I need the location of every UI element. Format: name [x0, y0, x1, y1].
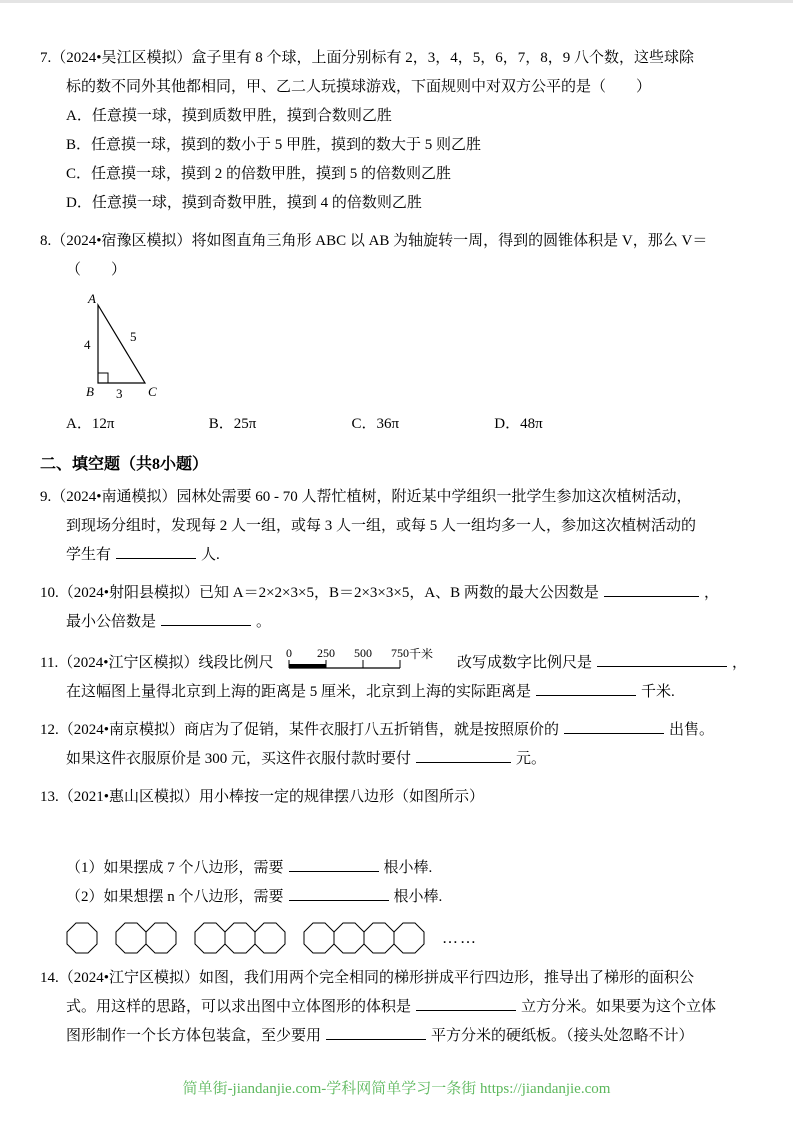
scale-label-0: 0	[286, 646, 293, 660]
section-2-title: 二、填空题（共8小题）	[40, 456, 209, 473]
q12-line1-post: 出售。	[669, 722, 715, 738]
vertex-a-label: A	[88, 291, 96, 306]
q10-line1-pre: 10.（2024•射阳县模拟）已知 A＝2×2×3×5，B＝2×3×3×5，A、B 两数的最大公因数是	[40, 585, 599, 601]
q11-stem-line1	[40, 646, 753, 678]
q14-line3-post: 平方分米的硬纸板。（接头处忽略不计）	[431, 1028, 694, 1044]
q7-option-b: B．任意摸一球，摸到的数小于 5 甲胜，摸到的数大于 5 则乙胜	[66, 137, 482, 153]
octagon-group-2	[115, 922, 178, 955]
q12-stem-line2	[66, 745, 753, 774]
q10-stem-line1	[40, 579, 753, 608]
scale-label-250: 250	[317, 646, 336, 660]
q8-option-c: C．36π	[351, 416, 400, 432]
octagon-shape	[67, 923, 97, 953]
page-top-border	[0, 0, 793, 3]
q9-answer-blank	[116, 544, 196, 559]
octagon-shape	[116, 923, 146, 953]
question-14	[40, 964, 753, 1051]
q9-line3-post: 人.	[201, 547, 220, 563]
triangle-outline	[98, 305, 145, 383]
q13-part1	[66, 854, 753, 883]
q11-line1-pre: 11.（2024•江宁区模拟）线段比例尺	[40, 655, 274, 671]
q7-option-a: A．任意摸一球，摸到质数甲胜，摸到合数则乙胜	[66, 108, 392, 124]
q13-part2-blank	[289, 886, 389, 901]
q7-option-d: D．任意摸一球，摸到奇数甲胜，摸到 4 的倍数则乙胜	[66, 195, 422, 211]
q12-percent-blank	[564, 719, 664, 734]
pattern-ellipsis: ……	[442, 929, 478, 947]
q14-line2-mid: 立方分米。如果要为这个立体	[521, 999, 717, 1015]
octagon-pattern-figure	[66, 922, 753, 955]
octagon-shape	[255, 923, 285, 953]
q11-distance-blank	[536, 681, 636, 696]
q7-stem-line2: 标的数不同外其他都相同，甲、乙二人玩摸球游戏，下面规则中对双方公平的是（ ）	[66, 79, 652, 95]
scale-label-750: 750	[391, 646, 410, 660]
q9-stem-line1: 9.（2024•南通模拟）园林处需要 60 - 70 人帮忙植树，附近某中学组织一批学生参加这次植树活动，	[40, 489, 692, 505]
vertex-c-label: C	[148, 384, 157, 399]
q13-part1-post: 根小棒.	[383, 860, 433, 876]
right-triangle-svg	[68, 289, 188, 401]
question-13	[40, 783, 753, 955]
q7-stem-line1: 7.（2024•吴江区模拟）盒子里有 8 个球，上面分别标有 2，3，4，5，6，7，8，9 八个数，这些球除	[40, 50, 695, 66]
octagon-group-1	[66, 922, 99, 955]
q8-option-b: B．25π	[208, 416, 257, 432]
q13-stem-line1: 13.（2021•惠山区模拟）用小棒按一定的规律摆八边形（如图所示）	[40, 789, 485, 805]
question-9	[40, 483, 753, 570]
octagon-shape	[364, 923, 394, 953]
line-scale-figure	[281, 646, 449, 676]
q10-line2-post: 。	[256, 614, 272, 630]
q14-stem-line3	[66, 1022, 753, 1051]
scale-unit-label: 千米	[409, 647, 434, 661]
q14-area-blank	[326, 1025, 426, 1040]
q12-price-blank	[416, 748, 511, 763]
q12-stem-line1	[40, 716, 753, 745]
q9-stem-line2: 到现场分组时，发现每 2 人一组，或每 3 人一组，或每 5 人一组均多一人，参加这次植树活动的	[66, 518, 697, 534]
right-angle-marker	[98, 373, 108, 383]
octagon-shape	[304, 923, 334, 953]
q14-line3-pre: 图形制作一个长方体包装盒，至少要用	[66, 1028, 322, 1044]
q12-line2-post: 元。	[516, 751, 547, 767]
q13-part2	[66, 883, 753, 912]
octagon-shape	[195, 923, 225, 953]
q11-stem-line2	[66, 678, 753, 707]
octagon-group-3	[194, 922, 287, 955]
side-hyp-label: 5	[130, 329, 137, 344]
q8-stem-line1: 8.（2024•宿豫区模拟）将如图直角三角形 ABC 以 AB 为轴旋转一周，得到的圆锥体积是 V，那么 V＝	[40, 233, 708, 249]
q9-stem-line3	[66, 541, 753, 570]
q11-numeric-scale-blank	[597, 652, 727, 667]
vertex-b-label: B	[86, 384, 94, 399]
octagon-shape	[394, 923, 424, 953]
q10-stem-line2	[66, 608, 753, 637]
question-8	[40, 227, 753, 440]
q13-part2-pre: （2）如果想摆 n 个八边形，需要	[66, 889, 284, 905]
q11-line1-post: ，	[731, 655, 747, 671]
q14-stem-line1: 14.（2024•江宁区模拟）如图，我们用两个完全相同的梯形拼成平行四边形，推导出了梯形的面积公	[40, 970, 695, 986]
q8-options-row	[66, 408, 753, 440]
q11-line2-pre: 在这幅图上量得北京到上海的距离是 5 厘米，北京到上海的实际距离是	[66, 684, 532, 700]
q8-option-d: D．48π	[494, 416, 543, 432]
q8-option-a: A．12π	[66, 416, 115, 432]
question-10	[40, 579, 753, 637]
scale-label-500: 500	[354, 646, 373, 660]
octagon-shape	[146, 923, 176, 953]
q14-volume-blank	[416, 996, 516, 1011]
q13-figure-spacer	[40, 812, 753, 854]
q11-line2-post: 千米.	[641, 684, 675, 700]
octagon-shape	[225, 923, 255, 953]
q10-lcm-blank	[161, 611, 251, 626]
scale-filled-segment	[289, 664, 326, 668]
q7-option-c: C．任意摸一球，摸到 2 的倍数甲胜，摸到 5 的倍数则乙胜	[66, 166, 452, 182]
q10-line1-post: ，	[703, 585, 719, 601]
q12-line2-pre: 如果这件衣服原价是 300 元，买这件衣服付款时要付	[66, 751, 412, 767]
q8-stem-line2: （ ）	[66, 262, 127, 278]
side-bottom-label: 3	[116, 386, 123, 401]
question-11	[40, 646, 753, 707]
q14-stem-line2	[66, 993, 753, 1022]
question-12	[40, 716, 753, 774]
q14-line2-pre: 式。用这样的思路，可以求出图中立体图形的体积是	[66, 999, 412, 1015]
q13-part1-pre: （1）如果摆成 7 个八边形，需要	[66, 860, 284, 876]
q9-line3-pre: 学生有	[66, 547, 112, 563]
side-left-label: 4	[84, 337, 91, 352]
q13-part2-post: 根小棒.	[393, 889, 443, 905]
q12-line1-pre: 12.（2024•南京模拟）商店为了促销，某件衣服打八五折销售，就是按照原价的	[40, 722, 560, 738]
octagon-shape	[334, 923, 364, 953]
question-7	[40, 44, 753, 218]
footer-site-link: 简单街-jiandanjie.com-学科网简单学习一条街 https://jiandanjie.com	[182, 1081, 611, 1097]
q10-line2-pre: 最小公倍数是	[66, 614, 157, 630]
octagon-group-4	[303, 922, 426, 955]
q11-line1-mid: 改写成数字比例尺是	[456, 655, 592, 671]
q13-part1-blank	[289, 857, 379, 872]
right-triangle-figure	[68, 289, 753, 406]
q10-gcd-blank	[604, 582, 699, 597]
